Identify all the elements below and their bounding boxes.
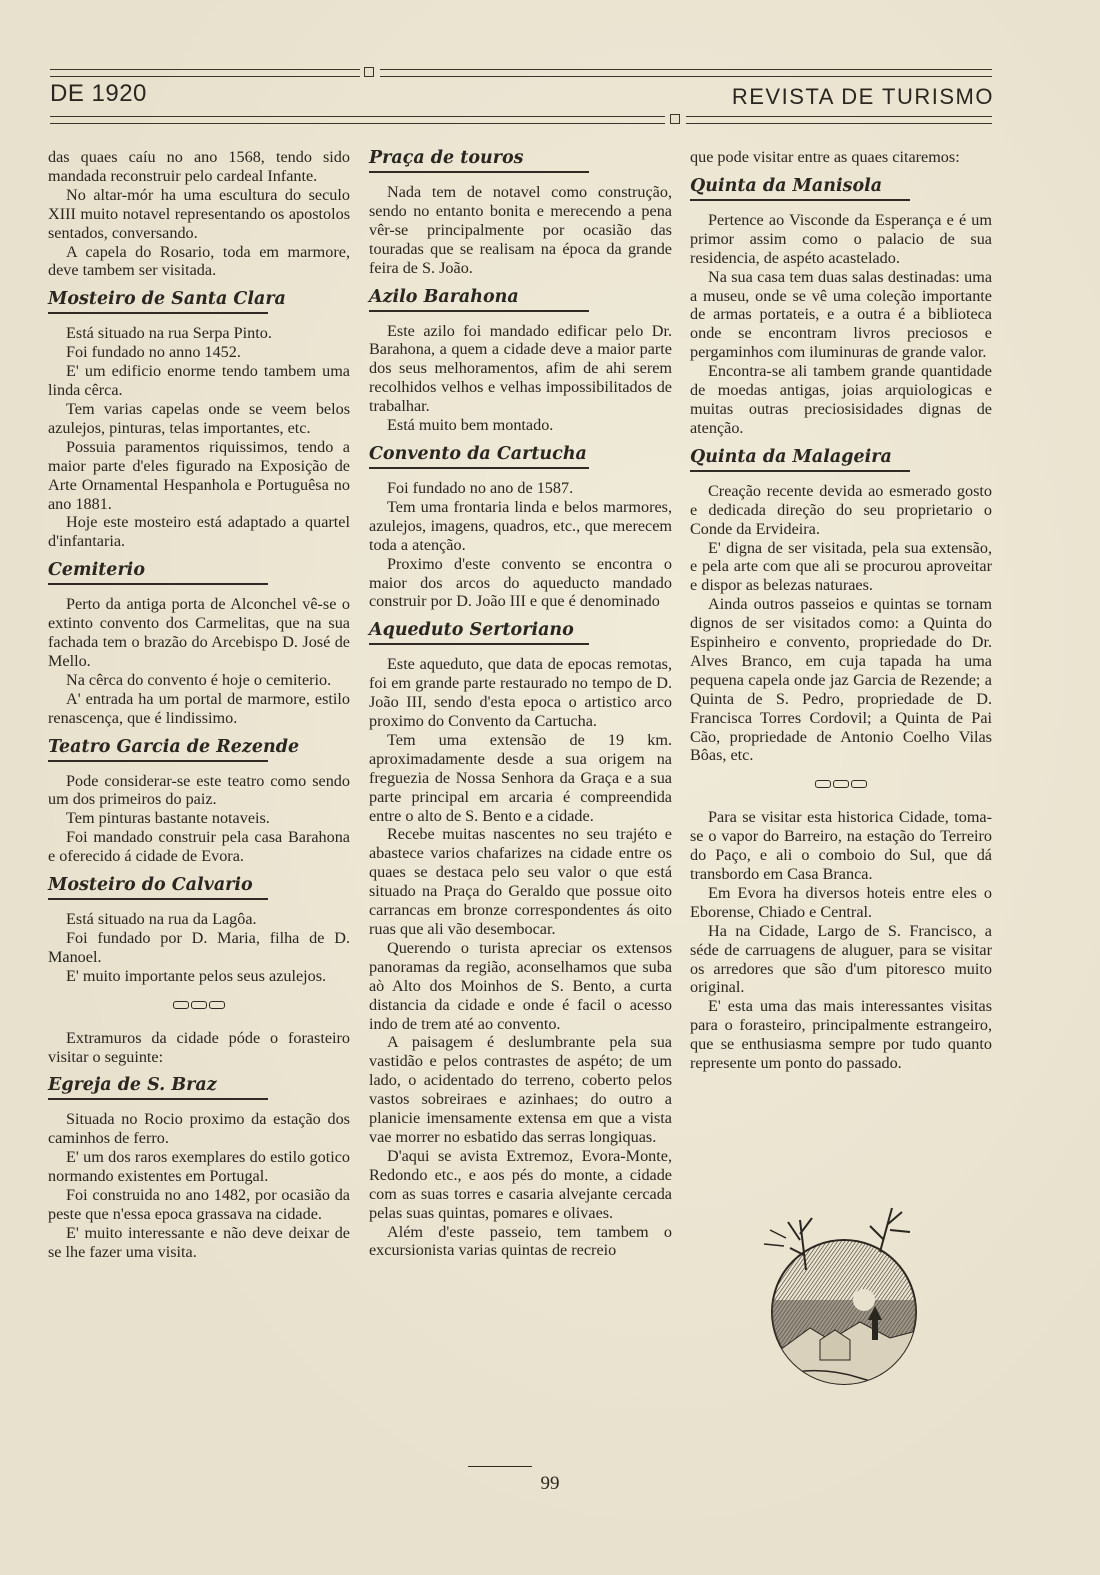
section-heading: Mosteiro do Calvario xyxy=(48,875,253,896)
paragraph: Foi construida no ano 1482, por ocasião da peste que n'essa epoca grassava na cidade. xyxy=(48,1186,350,1223)
paragraph: A' entrada ha um portal de marmore, estilo renascença, que é lindissimo. xyxy=(48,689,350,727)
section-heading: Quinta da Malageira xyxy=(690,446,892,467)
section-heading-underline xyxy=(48,583,268,585)
section-heading-underline xyxy=(690,470,910,472)
page-number: 99 xyxy=(540,1473,560,1494)
paragraph: E' digna de ser visitada, pela sua extensão, e pela arte com que ali se procurou aproveitar e dispor as belezas naturaes. xyxy=(690,538,992,595)
paragraph: Creação recente devida ao esmerado gosto e dedicada direção do seu proprietario o Conde da Ervideira. xyxy=(690,481,992,538)
paragraph: Foi mandado construir pela casa Barahona e oferecido á cidade de Evora. xyxy=(48,828,350,866)
paragraph: Na cêrca do convento é hoje o cemiterio. xyxy=(66,670,332,689)
paragraph: Situada no Rocio proximo da estação dos caminhos de ferro. xyxy=(48,1110,350,1148)
section-heading-underline xyxy=(369,171,589,173)
paragraph: Foi fundado no ano de 1587. xyxy=(387,478,574,497)
section-heading: Aqueduto Sertoriano xyxy=(369,620,574,641)
paragraph: E' esta uma das mais interessantes visitas para o forasteiro, principalmente estrangeiro, que se enthusiasma sempre por tudo quanto represente um ponto do passado. xyxy=(690,997,992,1073)
header-date: DE 1920 xyxy=(50,80,147,107)
paragraph: Está muito bem montado. xyxy=(387,416,554,435)
paragraph: D'aqui se avista Extremoz, Evora-Monte, Redondo etc., e aos pés do monte, a cidade com as suas torres e casaria alvejante cercada pelas suas quintas, pomares e olivaes. xyxy=(369,1146,672,1222)
header-rule-top-right xyxy=(380,69,992,77)
paragraph: Encontra-se ali tambem grande quantidade de moedas antigas, joias arquiologicas e muitas outras preciosisidades dignas de atenção. xyxy=(690,362,992,437)
section-heading: Teatro Garcia de Rezende xyxy=(48,736,300,757)
paragraph: Este aqueduto, que data de epocas remotas, foi em grande parte restaurado no tempo de D. João III, sendo d'esta epoca o artistico arco proximo do Convento da Cartucha. xyxy=(369,655,672,731)
section-divider-ornament xyxy=(690,775,992,794)
landscape-vignette-illustration xyxy=(760,1200,932,1400)
section-heading-underline xyxy=(369,310,589,312)
paragraph: E' um dos raros exemplares do estilo gotico normando existentes em Portugal. xyxy=(48,1148,350,1186)
paragraph: Perto da antiga porta de Alconchel vê-se o extinto convento dos Carmelitas, que na sua fachada tem o brazão do Arcebispo D. José de Mello. xyxy=(48,595,350,670)
section-heading-underline xyxy=(48,312,268,314)
paragraph: Está situado na rua da Lagôa. xyxy=(66,910,257,929)
section-heading: Mosteiro de Santa Clara xyxy=(48,289,286,310)
paragraph: Pertence ao Visconde da Esperança e é um primor assim como o palacio de sua residencia, de aspéto acastelado. xyxy=(690,210,992,267)
paragraph: Hoje este mosteiro está adaptado a quartel d'infantaria. xyxy=(48,513,350,551)
paragraph: Além d'este passeio, tem tambem o excursionista varias quintas de recreio xyxy=(369,1222,672,1260)
header-rule-bottom-right xyxy=(686,116,992,124)
section-heading-underline xyxy=(48,898,268,900)
paragraph: Querendo o turista apreciar os extensos panoramas da região, aconselhamos que suba aò Alto dos Moinhos de S. Bento, a curta distancia da cidade e onde é facil o acesso indo de trem até ao convento. xyxy=(369,938,672,1033)
paragraph: Em Evora ha diversos hoteis entre eles o Eborense, Chiado e Central. xyxy=(690,883,992,921)
header-rule-ornament xyxy=(364,67,374,77)
paragraph: Ainda outros passeios e quintas se tornam dignos de ser visitados como: a Quinta do Espinheiro e convento, propriedade do Dr. Alves Branco, em cuja tapada ha uma pequena capela onde jaz Garcia de Rezende; a Quinta de S. Pedro, propriedade de D. Francisca Torres Cordovil; a Quinta de Pai Cão, propriedade de Antonio Coelho Vilas Bôas, etc. xyxy=(690,595,992,765)
paragraph: Tem uma extensão de 19 km. aproximadamente desde a sua origem na freguezia de Nossa Senhora da Graça e a sua parte principal em arcaria é compreendida entre o alto de S. Bento e a cidade. xyxy=(369,730,672,825)
section-divider-ornament xyxy=(48,996,350,1015)
section-heading-underline xyxy=(690,199,910,201)
paragraph: Nada tem de notavel como construção, sendo no entanto bonita e merecendo a pena vêr-se principalmente por ocasião das touradas que se realisam na época da grande feira de S. João. xyxy=(369,183,672,277)
paragraph: Tem varias capelas onde se veem belos azulejos, pinturas, telas importantes, etc. xyxy=(48,399,350,437)
section-heading-underline xyxy=(369,467,589,469)
paragraph: das quaes caíu no ano 1568, tendo sido mandada reconstruir pelo cardeal Infante. xyxy=(48,148,350,185)
paragraph: Proximo d'este convento se encontra o maior dos arcos do aqueducto mandado construir por D. João III e que é denominado xyxy=(369,554,672,611)
column-left xyxy=(48,148,350,1262)
section-heading: Praça de touros xyxy=(369,148,524,168)
paragraph: Possuia paramentos riquissimos, tendo a maior parte d'eles figurado na Exposição de Arte Ornamental Hespanhola e Portuguêsa no ano 1881. xyxy=(48,437,350,513)
page-number-dash xyxy=(468,1466,532,1467)
paragraph: Foi fundado por D. Maria, filha de D. Manoel. xyxy=(48,929,350,966)
paragraph: Tem uma frontaria linda e belos marmores, azulejos, imagens, quadros, etc., que merecem toda a atenção. xyxy=(369,497,672,554)
paragraph: A capela do Rosario, toda em marmore, deve tambem ser visitada. xyxy=(48,242,350,280)
section-heading: Egreja de S. Braz xyxy=(48,1075,217,1096)
paragraph: Foi fundado no anno 1452. xyxy=(66,343,241,362)
header-rule-bottom-left xyxy=(50,116,665,124)
paragraph: Na sua casa tem duas salas destinadas: uma a museu, onde se vê uma coleção importante de armas portateis, e a outra é a biblioteca onde se encontram livros preciosos e pergaminhos com iluminuras de grande valor. xyxy=(690,267,992,362)
paragraph: A paisagem é deslumbrante pela sua vastidão e pelos contrastes de aspéto; de um lado, o acidentado do terreno, coberto pelos vastos sobreiraes e azinhaes; do outro a planicie imensamente extensa em que a vista vae morrer no esbatido das serras longiquas. xyxy=(369,1033,672,1146)
header-rule-top-left xyxy=(50,69,360,77)
paragraph: E' um edificio enorme tendo tambem uma linda cêrca. xyxy=(48,362,350,400)
section-heading: Convento da Cartucha xyxy=(369,443,587,464)
paragraph: E' muito interessante e não deve deixar de se lhe fazer uma visita. xyxy=(48,1223,350,1261)
column-right xyxy=(690,148,992,1073)
paragraph: Para se visitar esta historica Cidade, toma-se o vapor do Barreiro, na estação do Terreiro do Paço, e ali o comboio do Sul, que dá transbordo em Casa Branca. xyxy=(690,808,992,883)
section-heading: Azilo Barahona xyxy=(369,286,519,307)
paragraph: Extramuros da cidade póde o forasteiro visitar o seguinte: xyxy=(48,1028,350,1066)
section-heading: Quinta da Manisola xyxy=(690,175,883,196)
section-heading: Cemiterio xyxy=(48,560,145,581)
section-heading-underline xyxy=(48,1098,268,1100)
section-heading-underline xyxy=(48,760,268,762)
paragraph: E' muito importante pelos seus azulejos. xyxy=(66,966,327,985)
paragraph: Este azilo foi mandado edificar pelo Dr. Barahona, a quem a cidade deve a maior parte dos seus melhoramentos, afim de ahi serem recolhidos velhos e velhas impossibilitados de trabalhar. xyxy=(369,321,672,416)
paragraph: que pode visitar entre as quaes citaremos: xyxy=(690,148,960,166)
paragraph: Pode considerar-se este teatro como sendo um dos primeiros do paiz. xyxy=(48,771,350,809)
column-middle xyxy=(369,148,672,1260)
paragraph: Tem pinturas bastante notaveis. xyxy=(66,809,270,828)
paragraph: Está situado na rua Serpa Pinto. xyxy=(66,324,272,343)
header-title: REVISTA DE TURISMO xyxy=(731,84,994,109)
section-heading-underline xyxy=(369,643,589,645)
paragraph: Recebe muitas nascentes no seu trajéto e abastece varios chafarizes na cidade entre os quaes se destaca pelo seu valor o que está situado na Praça do Geraldo que possue oito carrancas em bronze correspondentes ás oito ruas que ali vão desembocar. xyxy=(369,825,672,938)
paragraph: Ha na Cidade, Largo de S. Francisco, a séde de carruagens de aluguer, para se visitar os arredores que são d'um pitoresco muito original. xyxy=(690,921,992,997)
header-rule-ornament xyxy=(670,114,680,124)
paragraph: No altar-mór ha uma escultura do seculo XIII muito notavel representando os apostolos sentados, conversando. xyxy=(48,185,350,242)
